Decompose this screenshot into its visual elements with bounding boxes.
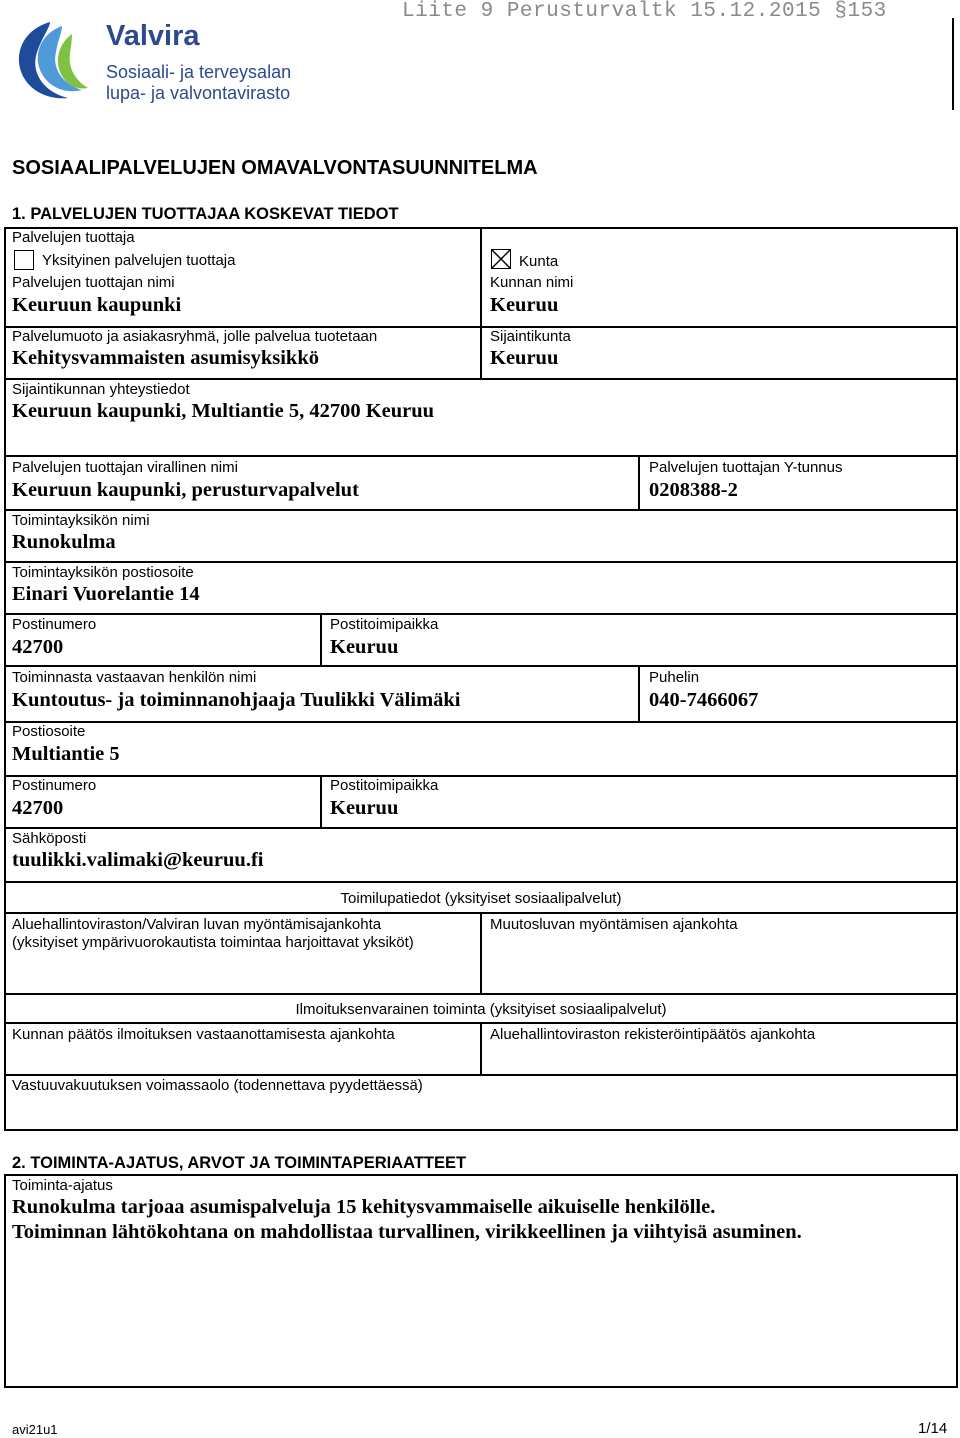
divider	[4, 509, 958, 511]
logo-line-1: Sosiaali- ja terveysalan	[106, 62, 292, 82]
section2-heading: 2. TOIMINTA-AJATUS, ARVOT JA TOIMINTAPERIAATTEET	[12, 1154, 467, 1172]
phone-label: Puhelin	[649, 669, 700, 686]
divider	[4, 665, 958, 667]
divider	[4, 455, 958, 457]
postal-code-value: 42700	[12, 636, 64, 658]
valvira-swirl-icon	[10, 16, 96, 106]
divider	[4, 1074, 958, 1076]
logo-line-2: lupa- ja valvontavirasto	[106, 83, 291, 103]
location-municipality-label: Sijaintikunta	[490, 328, 571, 345]
email-label: Sähköposti	[12, 830, 87, 847]
location-municipality-value: Keuruu	[490, 347, 559, 369]
business-id-value: 0208388-2	[649, 479, 738, 501]
service-form-label: Palvelumuoto ja asiakasryhmä, jolle palvelua tuotetaan	[12, 328, 378, 345]
divider	[4, 775, 958, 777]
corner-line	[952, 18, 954, 110]
insurance-label: Vastuuvakuutuksen voimassaolo (todennettava pyydettäessä)	[12, 1077, 423, 1094]
logo-name: Valvira	[106, 20, 200, 52]
unit-name-label: Toimintayksikön nimi	[12, 512, 150, 529]
official-name-label: Palvelujen tuottajan virallinen nimi	[12, 459, 238, 476]
location-contact-value: Keuruun kaupunki, Multiantie 5, 42700 Keuruu	[12, 400, 435, 422]
avi-permit-label-2: (yksityiset ympärivuorokautista toimintaa harjoittavat yksiköt)	[12, 934, 414, 951]
avi-permit-label-1: Aluehallintoviraston/Valviran luvan myöntämisajankohta	[12, 916, 382, 933]
divider	[4, 613, 958, 615]
change-permit-label: Muutosluvan myöntämisen ajankohta	[490, 916, 738, 933]
idea-label: Toiminta-ajatus	[12, 1177, 113, 1194]
resp-post-office-value: Keuruu	[330, 797, 399, 819]
checkmark-x-icon	[492, 250, 510, 268]
license-heading: Toimilupatiedot (yksityiset sosiaalipalvelut)	[340, 890, 622, 907]
divider	[480, 1022, 482, 1074]
responsible-value: Kuntoutus- ja toiminnanohjaaja Tuulikki Välimäki	[12, 689, 461, 711]
valvira-logo	[10, 16, 300, 108]
header-stamp: Liite 9 Perusturvaltk 15.12.2015 §153	[402, 0, 887, 23]
resp-postal-code-value: 42700	[12, 797, 64, 819]
idea-line-2: Toiminnan lähtökohtana on mahdollistaa turvallinen, virikkeellinen ja viihtyisä asuminen.	[12, 1221, 802, 1243]
divider	[4, 378, 958, 380]
municipality-label: Kunta	[519, 253, 559, 270]
notice-heading: Ilmoituksenvarainen toiminta (yksityiset sosiaalipalvelut)	[295, 1001, 667, 1018]
municipal-decision-label: Kunnan päätös ilmoituksen vastaanottamisesta ajankohta	[12, 1026, 395, 1043]
divider	[320, 613, 322, 665]
divider	[480, 227, 482, 378]
resp-address-label: Postiosoite	[12, 723, 86, 740]
provider-name-value: Keuruun kaupunki	[12, 294, 182, 316]
private-provider-label: Yksityinen palvelujen tuottaja	[42, 252, 236, 269]
provider-label: Palvelujen tuottaja	[12, 229, 135, 246]
unit-address-label: Toimintayksikön postiosoite	[12, 564, 194, 581]
avi-registration-label: Aluehallintoviraston rekisteröintipäätös ajankohta	[490, 1026, 816, 1043]
post-office-label: Postitoimipaikka	[330, 616, 439, 633]
divider	[480, 912, 482, 994]
section1-heading: 1. PALVELUJEN TUOTTAJAA KOSKEVAT TIEDOT	[12, 205, 399, 223]
responsible-label: Toiminnasta vastaavan henkilön nimi	[12, 669, 257, 686]
form-code: avi21u1	[12, 1422, 58, 1437]
logo-subtitle	[106, 62, 291, 104]
post-office-value: Keuruu	[330, 636, 399, 658]
service-form-value: Kehitysvammaisten asumisyksikkö	[12, 347, 319, 369]
divider	[4, 827, 958, 829]
municipality-checkbox[interactable]	[491, 249, 511, 269]
divider	[4, 561, 958, 563]
municipality-name-value: Keuruu	[490, 294, 559, 316]
page-number: 1/14	[918, 1420, 948, 1437]
location-contact-label: Sijaintikunnan yhteystiedot	[12, 381, 190, 398]
divider	[638, 665, 640, 721]
provider-name-label: Palvelujen tuottajan nimi	[12, 274, 175, 291]
idea-line-1: Runokulma tarjoaa asumispalveluja 15 kehitysvammaiselle aikuiselle henkilölle.	[12, 1196, 716, 1218]
email-value: tuulikki.valimaki@keuruu.fi	[12, 849, 264, 871]
divider	[4, 721, 958, 723]
phone-value: 040-7466067	[649, 689, 759, 711]
resp-address-value: Multiantie 5	[12, 743, 120, 765]
resp-post-office-label: Postitoimipaikka	[330, 777, 439, 794]
official-name-value: Keuruun kaupunki, perusturvapalvelut	[12, 479, 359, 501]
divider	[320, 775, 322, 827]
postal-code-label: Postinumero	[12, 616, 97, 633]
divider	[638, 455, 640, 509]
business-id-label: Palvelujen tuottajan Y-tunnus	[649, 459, 843, 476]
municipality-name-label: Kunnan nimi	[490, 274, 574, 291]
unit-address-value: Einari Vuorelantie 14	[12, 583, 200, 605]
resp-postal-code-label: Postinumero	[12, 777, 97, 794]
unit-name-value: Runokulma	[12, 531, 116, 553]
document-title: SOSIAALIPALVELUJEN OMAVALVONTASUUNNITELMA	[12, 157, 538, 179]
private-provider-checkbox[interactable]	[14, 250, 34, 270]
